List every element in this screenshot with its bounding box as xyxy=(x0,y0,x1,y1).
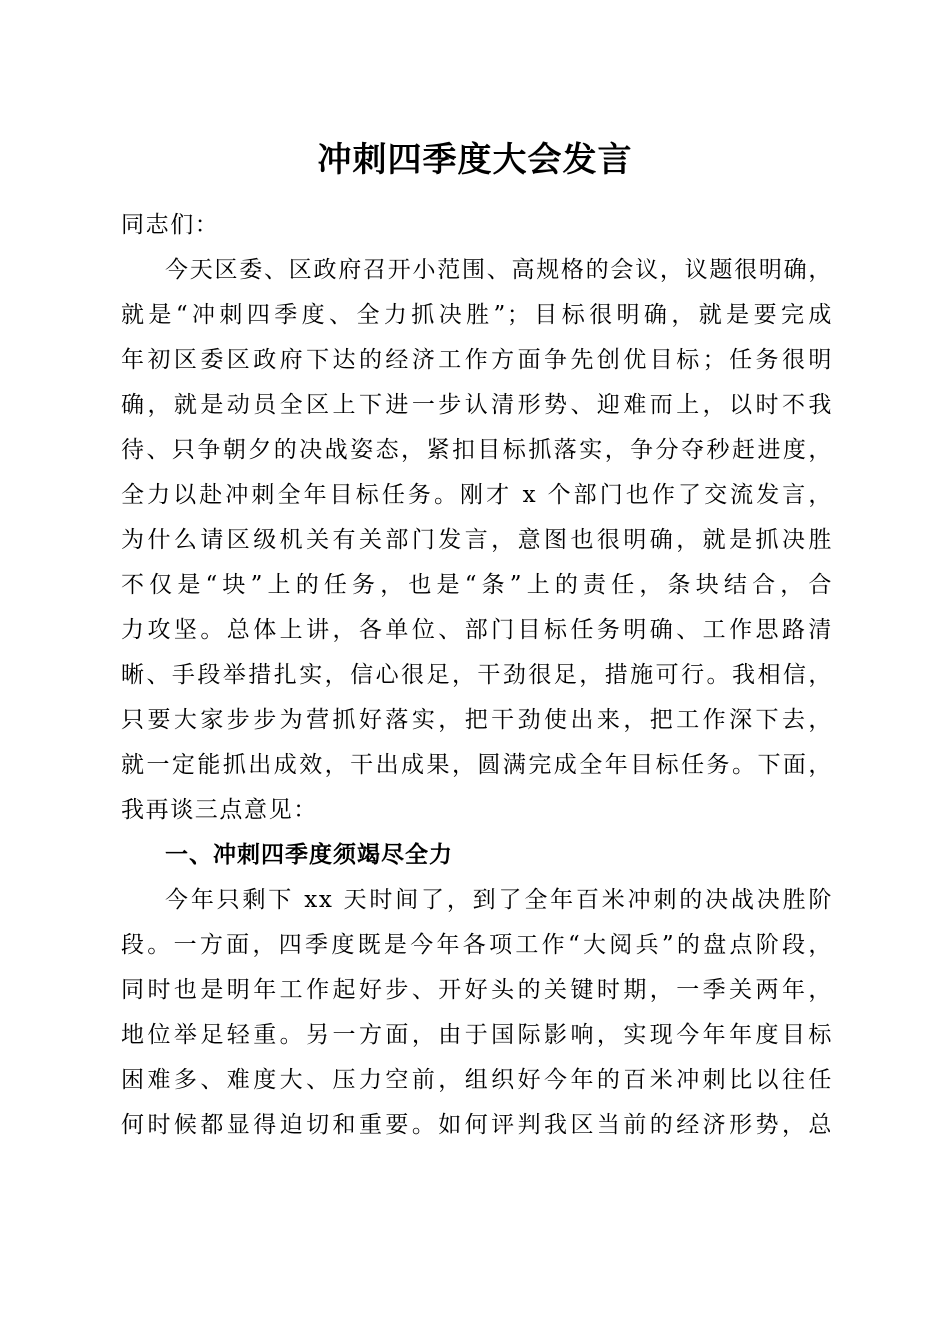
paragraph-line: 确，就是动员全区上下进一步认清形势、迎难而上，以时不我 xyxy=(121,392,833,418)
paragraph-line: 全力以赴冲刺全年目标任务。刚才 x 个部门也作了交流发言， xyxy=(121,482,833,508)
section-heading: 一、冲刺四季度须竭尽全力 xyxy=(165,842,453,868)
paragraph-line: 只要大家步步为营抓好落实，把干劲使出来，把工作深下去， xyxy=(121,707,833,733)
paragraph-line: 地位举足轻重。另一方面，由于国际影响，实现今年年度目标 xyxy=(121,1022,833,1048)
paragraph-line: 今年只剩下 xx 天时间了，到了全年百米冲刺的决战决胜阶 xyxy=(165,887,833,913)
paragraph-line: 晰、手段举措扎实，信心很足，干劲很足，措施可行。我相信， xyxy=(121,662,833,688)
paragraph-line: 困难多、难度大、压力空前，组织好今年的百米冲刺比以往任 xyxy=(121,1067,833,1093)
paragraph-line: 力攻坚。总体上讲，各单位、部门目标任务明确、工作思路清 xyxy=(121,617,833,643)
paragraph-line: 不仅是“块”上的任务，也是“条”上的责任，条块结合，合 xyxy=(121,572,833,598)
paragraph-line: 我再谈三点意见： xyxy=(121,797,318,823)
paragraph-line: 就是“冲刺四季度、全力抓决胜”；目标很明确，就是要完成 xyxy=(121,302,833,328)
paragraph-line: 为什么请区级机关有关部门发言，意图也很明确，就是抓决胜 xyxy=(121,527,833,553)
paragraph-line: 何时候都显得迫切和重要。如何评判我区当前的经济形势，总 xyxy=(121,1112,833,1138)
paragraph-line: 年初区委区政府下达的经济工作方面争先创优目标；任务很明 xyxy=(121,347,833,373)
document-title: 冲刺四季度大会发言 xyxy=(317,140,633,180)
salutation: 同志们： xyxy=(121,212,220,238)
paragraph-line: 待、只争朝夕的决战姿态，紧扣目标抓落实，争分夺秒赶进度， xyxy=(121,437,833,463)
paragraph-line: 今天区委、区政府召开小范围、高规格的会议，议题很明确， xyxy=(165,257,833,283)
paragraph-line: 同时也是明年工作起好步、开好头的关键时期，一季关两年， xyxy=(121,977,833,1003)
paragraph-line: 就一定能抓出成效，干出成果，圆满完成全年目标任务。下面， xyxy=(121,752,833,778)
paragraph-line: 段。一方面，四季度既是今年各项工作“大阅兵”的盘点阶段， xyxy=(121,932,833,958)
